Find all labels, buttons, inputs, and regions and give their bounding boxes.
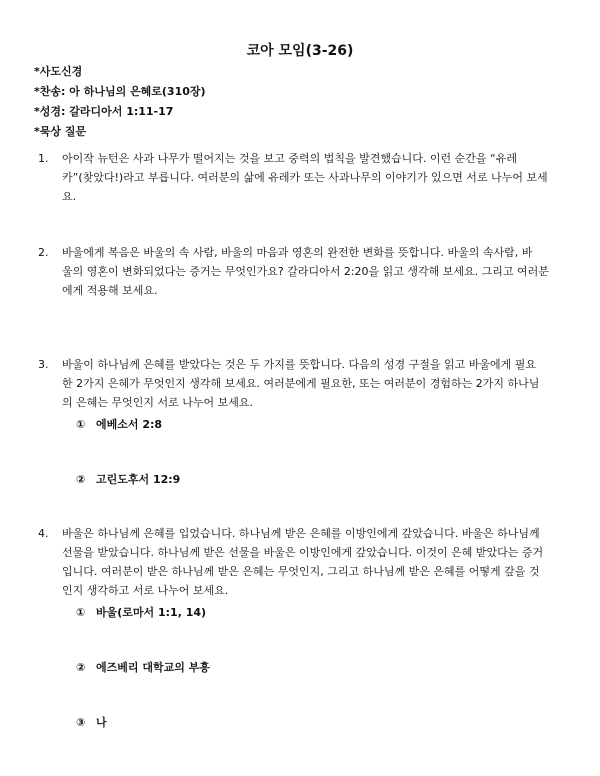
question-number: 3. bbox=[38, 358, 49, 371]
question-number: 4. bbox=[38, 527, 49, 540]
order-item-creed: *사도신경 bbox=[34, 65, 83, 78]
question-number: 1. bbox=[38, 152, 49, 165]
meeting-order bbox=[34, 62, 206, 142]
answer-text: 나 bbox=[96, 716, 107, 729]
question-text-line: 인지 생각하고 서로 나누어 보세요. bbox=[62, 584, 229, 597]
question-text-line: 입니다. 여러분이 받은 하나님께 받은 은혜는 무엇인지, 그리고 하나님께 받은 은혜를 어떻게 갚을 것 bbox=[62, 565, 540, 578]
circled-number: ① bbox=[76, 418, 86, 431]
answer-item bbox=[76, 714, 107, 730]
question-text-line: 바울은 하나님께 은혜를 입었습니다. 하나님께 받은 은혜를 이방인에게 갚았습니다. 바울은 하나님께 bbox=[62, 527, 540, 540]
question-text-line: 바울이 하나님께 은혜를 받았다는 것은 두 가지를 뜻합니다. 다음의 성경 구절을 읽고 바울에게 필요 bbox=[62, 358, 536, 371]
order-item-hymn: *찬송: 아 하나님의 은혜로(310장) bbox=[34, 85, 206, 98]
question-text-line: 한 2가지 은혜가 무엇인지 생각해 보세요. 여러분에게 필요한, 또는 여러분이 경험하는 2가지 하나님 bbox=[62, 377, 540, 390]
circled-number: ① bbox=[76, 606, 86, 619]
answer-item bbox=[76, 659, 210, 675]
reference-text: 고린도후서 12:9 bbox=[96, 473, 181, 486]
question-text-line: 에게 적용해 보세요. bbox=[62, 284, 158, 297]
circled-number: ② bbox=[76, 661, 86, 674]
page-title: 코아 모임(3-26) bbox=[246, 43, 354, 59]
question-text-line: 바울에게 복음은 바울의 속 사람, 바울의 마음과 영혼의 완전한 변화를 뜻합니다. 바울의 속사람, 바 bbox=[62, 246, 533, 259]
order-item-questions: *묵상 질문 bbox=[34, 125, 87, 138]
question-text-line: 선물을 받았습니다. 하나님께 받은 선물을 바울은 이방인에게 갚았습니다. 이것이 은혜 받았다는 증거 bbox=[62, 546, 544, 559]
answer-text: 바울(로마서 1:1, 14) bbox=[96, 606, 207, 619]
question-text-line: 울의 영혼이 변화되었다는 증거는 무엇인가요? 갈라디아서 2:20을 읽고 생각해 보세요. 그리고 여러분 bbox=[62, 265, 549, 278]
answer-text: 에즈베리 대학교의 부흥 bbox=[96, 661, 210, 674]
question-text-line: 의 은혜는 무엇인지 서로 나누어 보세요. bbox=[62, 396, 253, 409]
question-text-line: 아이작 뉴턴은 사과 나무가 떨어지는 것을 보고 중력의 법칙을 발견했습니다. 이런 순간을 “유레 bbox=[62, 152, 517, 165]
scripture-reference bbox=[76, 416, 162, 432]
answer-item bbox=[76, 604, 206, 620]
question-text-line: 요. bbox=[62, 190, 77, 203]
scripture-reference bbox=[76, 471, 180, 487]
circled-number: ③ bbox=[76, 716, 86, 729]
circled-number: ② bbox=[76, 473, 86, 486]
question-text-line: 카”(찾았다!)라고 부릅니다. 여러분의 삶에 유레카 또는 사과나무의 이야기가 있으면 서로 나누어 보세 bbox=[62, 171, 548, 184]
reference-text: 에베소서 2:8 bbox=[96, 418, 163, 431]
question-number: 2. bbox=[38, 246, 49, 259]
order-item-scripture: *성경: 갈라디아서 1:11-17 bbox=[34, 105, 174, 118]
